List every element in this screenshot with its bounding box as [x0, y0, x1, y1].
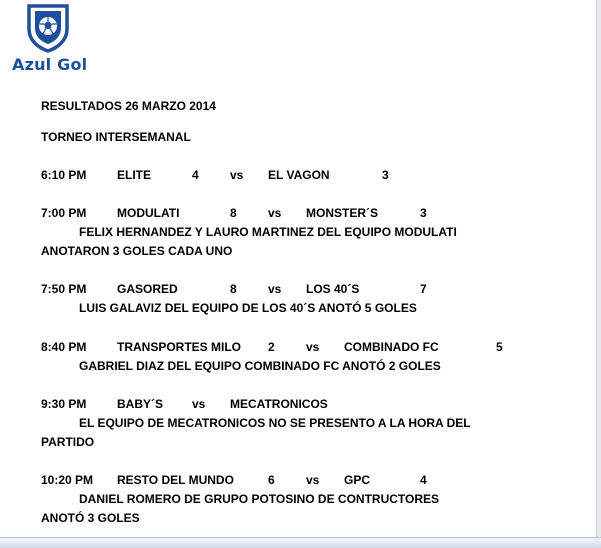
score-away: 3: [382, 168, 389, 182]
match-row: [41, 471, 581, 490]
team-away: MONSTER´S: [306, 206, 378, 220]
brand-logo: [10, 3, 90, 75]
match-row: [41, 166, 581, 185]
brand-name: Azul Gol: [12, 55, 88, 74]
score-home: 8: [230, 282, 237, 296]
match-time: 7:00 PM: [41, 206, 87, 220]
match-note-text: LUIS GALAVIZ DEL EQUIPO DE LOS 40´S ANOTÓ 5 GOLES: [79, 301, 417, 315]
team-home: GASORED: [117, 282, 178, 296]
match-note-text: FELIX HERNANDEZ Y LAURO MARTINEZ DEL EQUIPO MODULATI: [79, 225, 457, 239]
team-home: BABY´S: [117, 397, 164, 411]
vs-label: vs: [230, 168, 244, 182]
team-home: ELITE: [117, 168, 152, 182]
score-home: 8: [230, 206, 237, 220]
score-away: 7: [420, 282, 427, 296]
tournament-name: TORNEO INTERSEMANAL: [41, 130, 191, 144]
soccer-shield-icon: [26, 3, 70, 53]
vs-label: vs: [268, 282, 282, 296]
team-away: LOS 40´S: [306, 282, 360, 296]
score-away: 4: [420, 473, 427, 487]
match-note-continued: ANOTARON 3 GOLES CADA UNO: [41, 244, 233, 258]
vs-label: vs: [192, 397, 206, 411]
match-note: [41, 490, 541, 509]
vs-label: vs: [306, 473, 320, 487]
match-note: [41, 299, 541, 318]
match-note-text: EL EQUIPO DE MECATRONICOS NO SE PRESENTO A LA HORA DEL: [79, 416, 471, 430]
score-home: 2: [268, 340, 275, 354]
match-note-continued: ANOTÓ 3 GOLES: [41, 511, 140, 525]
match-note: [41, 414, 541, 433]
team-away: GPC: [344, 473, 371, 487]
match-time: 7:50 PM: [41, 282, 87, 296]
team-away: MECATRONICOS: [230, 397, 328, 411]
team-home: MODULATI: [117, 206, 180, 220]
match-note: [41, 357, 541, 376]
window-bottom-bar: [0, 537, 601, 548]
match-row: [41, 395, 581, 414]
match-row: [41, 204, 581, 223]
match-note-continued: PARTIDO: [41, 435, 95, 449]
match-row: [41, 338, 581, 357]
match-time: 10:20 PM: [41, 473, 94, 487]
score-home: 4: [192, 168, 199, 182]
document-title: RESULTADOS 26 MARZO 2014: [41, 99, 216, 113]
match-note-text: GABRIEL DIAZ DEL EQUIPO COMBINADO FC ANOTÓ 2 GOLES: [79, 359, 441, 373]
match-time: 9:30 PM: [41, 397, 87, 411]
vs-label: vs: [306, 340, 320, 354]
page-edge: [596, 0, 601, 538]
match-row: [41, 280, 581, 299]
match-time: 6:10 PM: [41, 168, 87, 182]
score-away: 3: [420, 206, 427, 220]
match-note: [41, 223, 541, 242]
team-home: RESTO DEL MUNDO: [117, 473, 234, 487]
match-time: 8:40 PM: [41, 340, 87, 354]
team-home: TRANSPORTES MILO: [117, 340, 242, 354]
team-away: EL VAGON: [268, 168, 330, 182]
vs-label: vs: [268, 206, 282, 220]
match-note-text: DANIEL ROMERO DE GRUPO POTOSINO DE CONTRUCTORES: [79, 492, 440, 506]
team-away: COMBINADO FC: [344, 340, 439, 354]
score-away: 5: [496, 340, 503, 354]
score-home: 6: [268, 473, 275, 487]
